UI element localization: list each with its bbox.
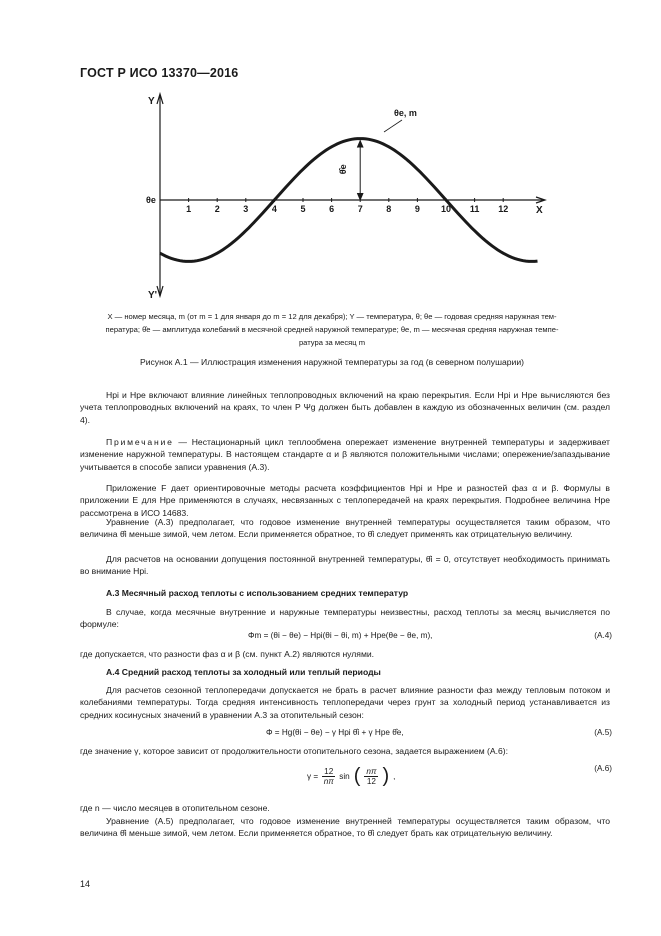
paragraph: Приложение F дает ориентировочные методы расчета коэффициентов Hpi и Hpe и разностей фаз α и β. Формулы в приложении Е для Hpe применяются в случаях, несвязанных с теплопередачей на краях перекрытия. Подробнее величина Hpe рассмотрена в ИСО 14683. [80,483,610,518]
figure-legend [78,310,586,349]
paragraph: где значение γ, которое зависит от продолжительности отопительного сезона, задается выражением (А.6): [80,746,509,756]
fraction-denominator: nπ [323,776,334,786]
paragraph: Уравнение (А.5) предполагает, что годовое изменение внутренней температуры осуществляется таким образом, что величина θ̂i меньше зимой, чем летом. Если применяется обратное, то θ̂i следует брать как отрицательную величину. [80,816,610,839]
paragraph: где допускается, что разности фаз α и β (см. пункт А.2) являются нулями. [80,649,375,659]
x-tick-label: 9 [414,204,420,214]
paragraph: В случае, когда месячные внутренние и наружные температуры неизвестны, расход теплоты за месяц вычисляется по формуле: [80,607,610,630]
legend-line: ратура за месяц m [298,338,366,347]
legend-line: пература; θ̂e — амплитуда колебаний в месячной средней наружной температуре; θe, m — месячная средняя наружная темпе- [105,325,559,334]
paragraph: Для расчетов сезонной теплопередачи допускается не брать в расчет влияние разности фаз между тепловым потоком и колебаниями температуры. Тогда средняя интенсивность теплопередачи через грунт за холодный период устанавливается из средних косинусных значений в уравнении А.3 за отопительный сезон: [80,685,610,720]
page-number: 14 [80,879,91,889]
section-heading-a4: А.4 Средний расход теплоты за холодный или теплый периоды [106,667,381,677]
paragraph: Для расчетов на основании допущения постоянной внутренней температуры, θ̂i = 0, отсутствует необходимость принимать во внимание Hpi. [80,554,610,577]
fraction-numerator: 12 [324,766,334,776]
x-tick-label: 12 [498,204,509,214]
y-axis-label-bottom: Y' [148,290,158,301]
x-tick-label: 3 [243,204,249,214]
equation-a4-formula: Φm = (θi − θe) − Hpi(θi − θi, m) + Hpe(θe − θe, m), [248,631,433,640]
equation-a6-lhs: γ = [307,771,319,781]
equation-a5-formula: Φ = Hg(θi − θe) − γ Hpi θ̂i + γ Hpe θ̂e, [266,728,404,737]
amplitude-arrow-tail [357,193,363,200]
temperature-chart [140,88,560,308]
note-label: Примечание [106,437,174,447]
x-tick-label: 2 [214,204,220,214]
inner-numerator: nπ [366,766,377,776]
note-text: — Нестационарный цикл теплообмена опережает изменение внутренней температуры и задерживает изменение наружной температуры. В настоящем стандарте α и β являются положительными числами; опережение/запаздывание учитывается в способе записи уравнения (А.3). [80,437,610,472]
x-tick-label: 6 [329,204,335,214]
equation-a6-formula [307,766,395,786]
comma: , [393,771,396,781]
x-tick-label: 5 [300,204,306,214]
curve-label-leader [384,120,402,132]
mean-temperature-label: θe [146,195,156,205]
document-header: ГОСТ Р ИСО 13370—2016 [80,66,239,80]
x-tick-label: 1 [186,204,192,214]
x-tick-label: 8 [386,204,392,214]
x-tick-label: 11 [469,204,480,214]
paragraph: Hpi и Hpe включают влияние линейных теплопроводных включений на краю перекрытия. Если Hpi и Hpe вычисляются без учета теплопроводных включений на краях, то член P Ψg должен быть добавлен в каждую из обозначенных величин (см. раздел 4). [80,390,610,425]
right-paren: ) [382,765,390,787]
equation-a5 [80,728,612,740]
sin-label: sin [339,771,350,781]
left-paren: ( [353,765,361,787]
inner-fraction [364,767,378,786]
note [80,436,610,473]
equation-a4-number: (А.4) [594,631,612,640]
x-axis-label: X [536,205,543,216]
figure-caption: Рисунок А.1 — Иллюстрация изменения наружной температуры за год (в северном полушарии) [139,357,525,367]
equation-a6-number: (А.6) [594,764,612,773]
legend-line: X — номер месяца, m (от m = 1 для января до m = 12 для декабря); Y — температура, θ; θe — годовая средняя наружная тем- [107,312,557,321]
amplitude-label: θ̂e [338,164,349,175]
equation-a4 [80,631,612,643]
curve-label: θe, m [394,108,417,118]
equation-a6 [80,760,612,794]
inner-denominator: 12 [366,776,376,786]
section-heading-a3: А.3 Месячный расход теплоты с использованием средних температур [106,588,409,598]
fraction [322,767,335,786]
x-tick-label: 7 [357,204,363,214]
y-axis-label-top: Y [148,96,155,107]
equation-a5-number: (А.5) [594,728,612,737]
paragraph: Уравнение (А.3) предполагает, что годовое изменение внутренней температуры осуществляется таким образом, что величина θ̂i меньше зимой, чем летом. Если применяется обратное, то θ̂i следует применять как отрицательную величину. [80,517,610,540]
x-tick-label: 4 [271,204,277,214]
x-tick-label: 10 [440,204,452,214]
amplitude-arrow-head [357,141,363,148]
paragraph: где n — число месяцев в отопительном сезоне. [80,803,270,813]
